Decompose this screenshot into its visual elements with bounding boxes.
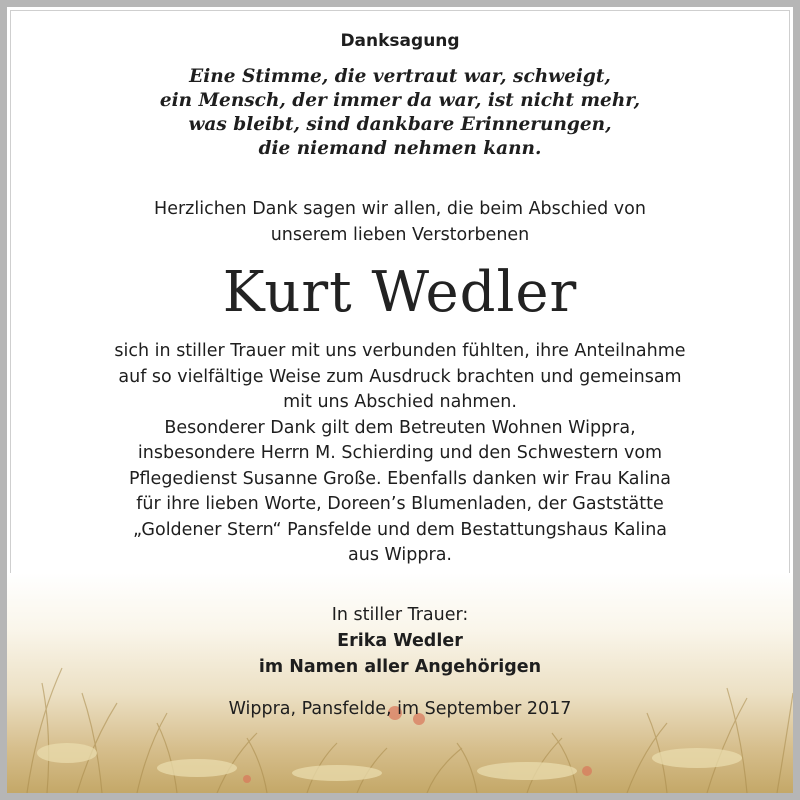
heading: Danksagung — [340, 31, 460, 51]
poem-line: was bleibt, sind dankbare Erinnerungen, — [188, 114, 612, 135]
thanks-line: Pflegedienst Susanne Große. Ebenfalls danken wir Frau Kalina — [128, 468, 672, 489]
thanks-line: „Goldener Stern“ Pansfelde und dem Bestattungshaus Kalina — [132, 519, 668, 540]
intro-line: unserem lieben Verstorbenen — [270, 224, 530, 245]
thanks-line: Besonderer Dank gilt dem Betreuten Wohnen Wippra, — [164, 417, 636, 438]
thanks-paragraph — [7, 339, 793, 569]
intro-paragraph — [7, 197, 793, 248]
place-date: Wippra, Pansfelde, im September 2017 — [228, 699, 572, 719]
thanks-line: für ihre lieben Worte, Doreen’s Blumenladen, der Gaststätte — [136, 494, 664, 514]
intro-line: Herzlichen Dank sagen wir allen, die beim Abschied von — [154, 199, 646, 219]
signature-label: In stiller Trauer: — [331, 605, 469, 625]
deceased-name: Kurt Wedler — [222, 260, 578, 325]
thanks-line: mit uns Abschied nahmen. — [283, 392, 517, 412]
signature-name: Erika Wedler — [337, 631, 463, 651]
signature-family: im Namen aller Angehörigen — [258, 657, 542, 677]
poem-verse — [7, 65, 793, 161]
thanks-line: aus Wippra. — [348, 545, 452, 565]
thanks-line: sich in stiller Trauer mit uns verbunden fühlten, ihre Anteilnahme — [114, 341, 686, 361]
poem-line: Eine Stimme, die vertraut war, schweigt, — [189, 66, 611, 87]
poem-line: die niemand nehmen kann. — [258, 138, 542, 159]
thanks-line: auf so vielfältige Weise zum Ausdruck brachten und gemeinsam — [118, 366, 682, 387]
thanks-line: insbesondere Herrn M. Schierding und den Schwestern vom — [137, 443, 663, 463]
poem-line: ein Mensch, der immer da war, ist nicht mehr, — [159, 90, 641, 111]
